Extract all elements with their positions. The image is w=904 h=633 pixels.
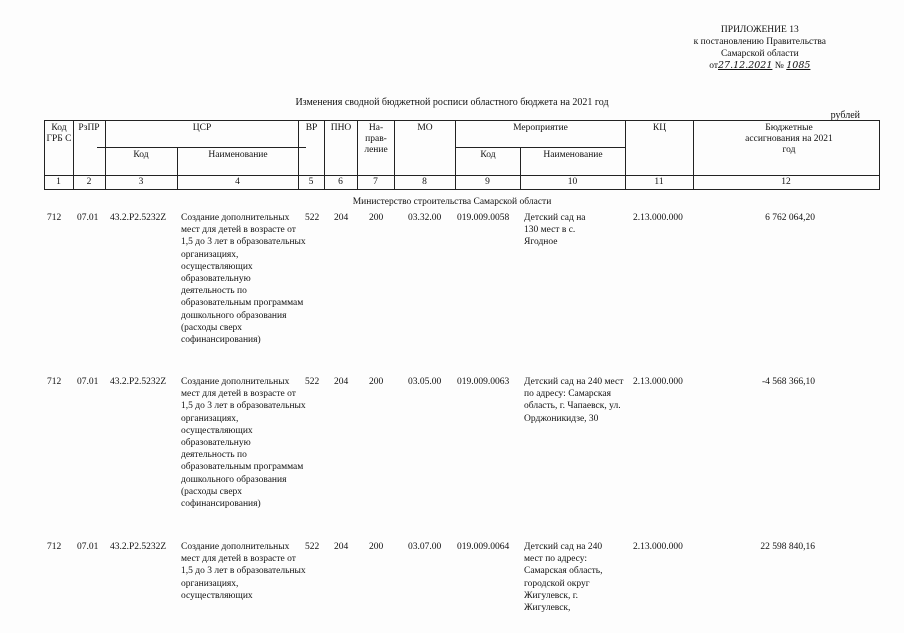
col-csr: ЦСР — [192, 123, 212, 133]
cell-pno: 204 — [334, 213, 349, 223]
cell-event-name: Детский сад на 240 мест по адресу: Самарская область, г. Чапаевск, ул. Орджоникидзе, 30 — [524, 377, 624, 424]
cell-kc: 2.13.000.000 — [633, 213, 683, 223]
col-pno: ПНО — [330, 123, 352, 133]
cell-event-kod: 019.009.0064 — [457, 542, 510, 552]
col-csr-name: Наименование — [208, 150, 268, 160]
col-napr: На- прав- ление — [364, 123, 388, 155]
col-budget: Бюджетные ассигнования на 2021 год — [745, 123, 833, 155]
cell-event-kod: 019.009.0058 — [457, 213, 510, 223]
colnum-3: 3 — [138, 177, 144, 187]
cell-napr: 200 — [369, 542, 384, 552]
cell-pno: 204 — [334, 377, 349, 387]
colnum-9: 9 — [485, 177, 490, 187]
number-prefix: № — [774, 61, 784, 71]
cell-csr-name: Создание дополнительных мест для детей в возрасте от 1,5 до 3 лет в образовательных организациях, осуществляющих образовательную деятельность по образовательным программам дошкольного образования (расходы сверх софинансирования) — [181, 213, 306, 346]
colnum-12: 12 — [781, 177, 791, 187]
cell-mo: 03.05.00 — [408, 377, 442, 387]
section-title: Министерство строительства Самарской области — [352, 197, 552, 207]
table-row — [0, 376, 904, 536]
cell-csr: 43.2.P2.5232Z — [110, 542, 167, 552]
header-line-nums — [44, 175, 880, 176]
document-title: Изменения сводной бюджетной росписи областного бюджета на 2021 год — [295, 97, 609, 108]
cell-sum: 6 762 064,20 — [765, 213, 815, 223]
cell-vr: 522 — [305, 377, 320, 387]
colnum-11: 11 — [654, 177, 664, 187]
cell-vr: 522 — [305, 542, 320, 552]
colnum-8: 8 — [422, 177, 427, 187]
col-rzpr: РзПР — [78, 123, 100, 133]
colnum-7: 7 — [373, 177, 378, 187]
header-line-sub — [97, 147, 306, 148]
number-value: 1085 — [786, 60, 811, 71]
cell-rzpr: 07.01 — [77, 542, 99, 552]
col-vr: ВР — [305, 123, 318, 133]
table-header — [44, 120, 880, 190]
cell-rzpr: 07.01 — [77, 377, 99, 387]
colnum-10: 10 — [567, 177, 578, 187]
cell-csr: 43.2.P2.5232Z — [110, 377, 167, 387]
col-event: Мероприятие — [513, 123, 568, 133]
col-event-name: Наименование — [543, 150, 603, 160]
cell-mo: 03.32.00 — [408, 213, 442, 223]
appendix-header — [694, 24, 826, 72]
vline-12 — [879, 120, 880, 190]
colnum-1: 1 — [56, 177, 61, 187]
cell-sum: -4 568 366,10 — [761, 377, 815, 387]
cell-grbs: 712 — [47, 377, 62, 387]
cell-csr: 43.2.P2.5232Z — [110, 213, 167, 223]
col-kc: КЦ — [652, 123, 667, 133]
cell-pno: 204 — [334, 542, 349, 552]
cell-rzpr: 07.01 — [77, 213, 99, 223]
cell-napr: 200 — [369, 213, 384, 223]
colnum-5: 5 — [308, 177, 314, 187]
appendix-line2: к постановлению Правительства — [693, 37, 826, 47]
cell-mo: 03.07.00 — [408, 542, 442, 552]
cell-sum: 22 598 840,16 — [760, 542, 815, 552]
cell-csr-name: Создание дополнительных мест для детей в возрасте от 1,5 до 3 лет в образовательных организациях, осуществляющих — [181, 542, 306, 601]
colnum-4: 4 — [235, 177, 240, 187]
table-row — [0, 541, 904, 613]
colnum-6: 6 — [338, 177, 343, 187]
cell-event-name: Детский сад на 130 мест в с. Ягодное — [524, 213, 586, 248]
header-line-sub2 — [455, 147, 625, 148]
cell-kc: 2.13.000.000 — [633, 542, 683, 552]
appendix-date-line — [694, 60, 826, 72]
col-event-kod: Код — [480, 150, 496, 160]
col-grbs: Код ГРБ С — [46, 123, 72, 144]
cell-csr-name: Создание дополнительных мест для детей в возрасте от 1,5 до 3 лет в образовательных организациях, осуществляющих образовательную деятельность по образовательным программам дошкольного образования (расходы сверх софинансирования) — [181, 377, 306, 510]
date-prefix: от — [709, 61, 718, 71]
col-mo: МО — [417, 123, 433, 133]
unit-label: рублей — [830, 110, 860, 121]
header-line-bottom — [44, 189, 880, 190]
cell-event-kod: 019.009.0063 — [457, 377, 510, 387]
cell-vr: 522 — [305, 213, 320, 223]
cell-napr: 200 — [369, 377, 384, 387]
col-csr-kod: Код — [133, 150, 149, 160]
cell-kc: 2.13.000.000 — [633, 377, 683, 387]
colnum-2: 2 — [86, 177, 92, 187]
table-row — [0, 212, 904, 372]
appendix-title: ПРИЛОЖЕНИЕ 13 — [720, 25, 799, 35]
date-value: 27.12.2021 — [718, 60, 773, 71]
header-line-top — [44, 120, 880, 121]
cell-grbs: 712 — [47, 542, 62, 552]
appendix-line3: Самарской области — [720, 49, 799, 59]
cell-event-name: Детский сад на 240 мест по адресу: Самарская область, городской округ Жигулевск, г. Жигулевск, — [524, 542, 603, 613]
cell-grbs: 712 — [47, 213, 62, 223]
